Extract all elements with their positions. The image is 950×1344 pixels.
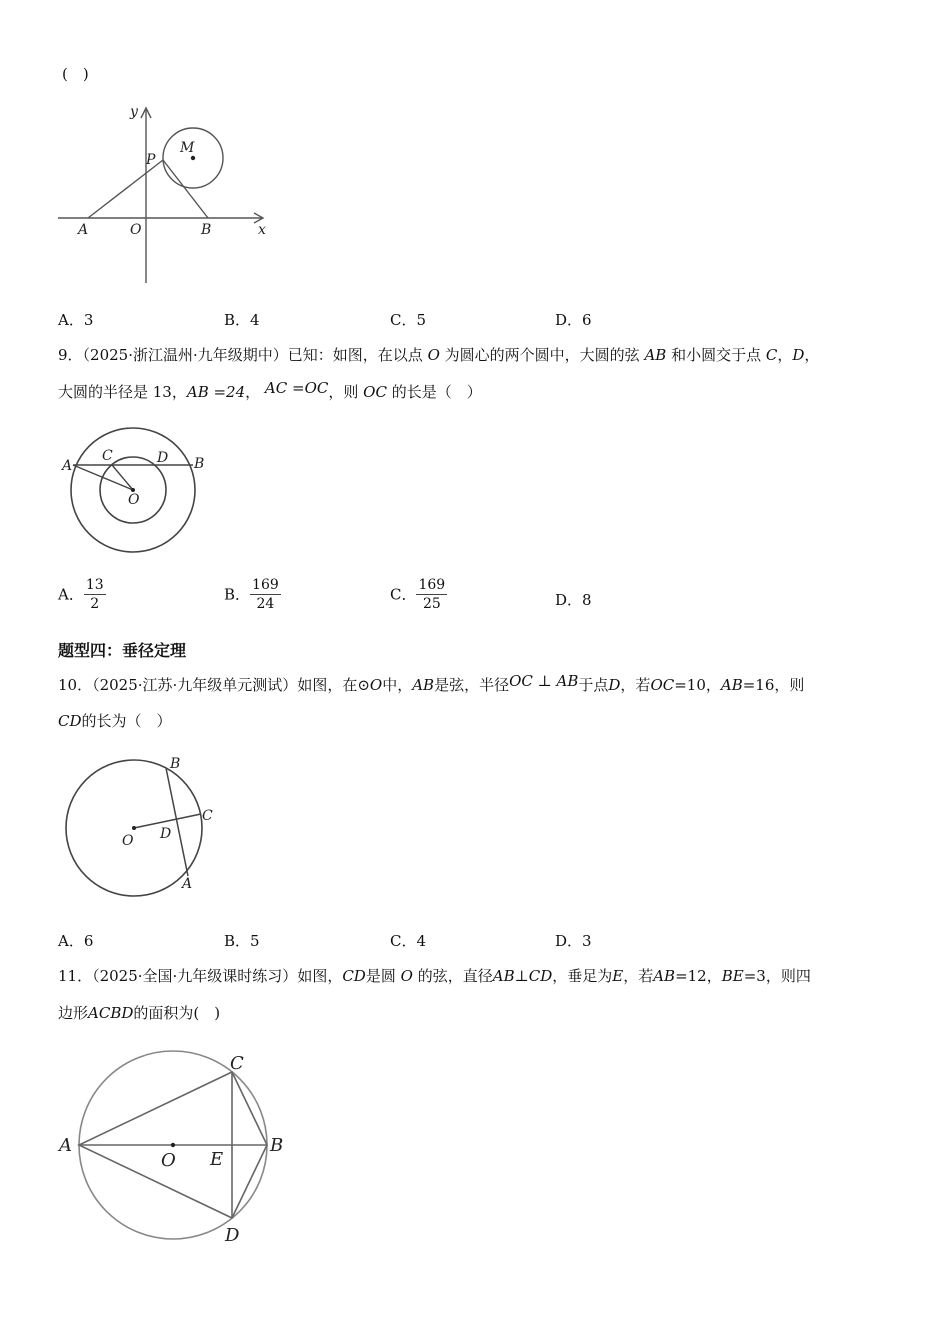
q11-var-cd: CD — [342, 967, 366, 985]
q10-var-oc: OC — [650, 676, 675, 694]
q9-option-c-label: C． — [390, 585, 417, 604]
q9-text-2c: 的长是（ ） — [391, 383, 482, 401]
q9-option-a-den: 2 — [90, 596, 100, 612]
q11-label-c: C — [230, 1053, 244, 1074]
q10-text-1f: =10， — [674, 676, 721, 694]
q8-label-b: B — [201, 222, 212, 238]
q9-text-2b: ，则 — [328, 383, 359, 401]
q8-label-x: x — [258, 222, 266, 238]
q9-option-a-label: A． — [58, 585, 84, 604]
q11-line1 — [58, 966, 811, 986]
q9-comma-1: ， — [777, 346, 793, 364]
q8-label-a: A — [78, 222, 89, 238]
q9-text-1b: 为圆心的两个圆中，大圆的弦 — [444, 346, 640, 364]
q9-line1 — [58, 345, 819, 365]
q9-var-oc: OC — [363, 383, 387, 401]
q10-source: （2025·江苏·九年级单元测试） — [92, 676, 298, 694]
q11-label-e: E — [210, 1149, 224, 1170]
q9-text-2a: 大圆的半径是 13， — [58, 383, 187, 401]
q11-label-a: A — [59, 1135, 72, 1156]
q11-figure — [55, 1045, 305, 1250]
q11-text-1d: ，垂足为 — [552, 967, 613, 985]
q10-text-1c: 是弦，半径 — [434, 676, 510, 694]
q10-text-1a: 如图，在⊙ — [297, 676, 370, 694]
q9-option-d: D．8 — [555, 591, 592, 609]
q9-var-ab: AB — [644, 346, 667, 364]
q9-option-c-fraction — [416, 576, 447, 613]
q9-label-a: A — [62, 458, 73, 474]
q9-eq-ab: AB =24 — [186, 383, 246, 401]
q11-var-acbd: ACBD — [88, 1004, 134, 1022]
q11-text-2b: 的面积为( ) — [133, 1004, 221, 1022]
section-heading: 题型四：垂径定理 — [58, 641, 187, 660]
q9-text-1a: 已知：如图，在以点 — [287, 346, 423, 364]
q9-option-c — [390, 576, 447, 613]
q10-label-d: D — [160, 826, 172, 842]
q9-option-b — [224, 576, 281, 613]
q11-label-o: O — [161, 1150, 176, 1171]
q9-var-o: O — [427, 346, 440, 364]
q10-text-1d: 于点 — [578, 676, 609, 694]
q8-label-p: P — [146, 152, 156, 168]
q9-var-c: C — [765, 346, 778, 364]
q9-line2: 大圆的半径是 13，AB =24， AC =OC，则 OC 的长是（ ） — [58, 379, 482, 401]
q9-option-c-den: 25 — [422, 596, 441, 612]
q11-perp: AB⊥CD — [492, 967, 553, 985]
q8-figure — [50, 98, 280, 288]
q10-label-a: A — [182, 876, 193, 892]
q9-label-d: D — [157, 450, 169, 466]
q8-label-o: O — [130, 222, 142, 238]
q11-var-o: O — [400, 967, 413, 985]
q8-option-c: C．5 — [390, 311, 427, 329]
q9-option-b-den: 24 — [256, 596, 275, 612]
q11-text-1f: =12， — [675, 967, 722, 985]
q10-var-o: O — [369, 676, 383, 694]
q9-eq-ac-oc: AC =OC — [264, 379, 329, 397]
q8-label-y: y — [130, 104, 138, 120]
q10-option-c: C．4 — [390, 932, 427, 950]
q10-option-d: D．3 — [555, 932, 592, 950]
q11-label-d: D — [225, 1225, 240, 1246]
q9-option-a-fraction — [84, 576, 106, 613]
q10-var-d: D — [608, 676, 621, 694]
q9-source: （2025·浙江温州·九年级期中） — [82, 346, 288, 364]
q9-option-a-num: 13 — [85, 577, 104, 593]
q9-comma-2: ， — [804, 346, 820, 364]
q8-option-a: A．3 — [58, 311, 94, 329]
q10-text-2: 的长为（ ） — [81, 712, 172, 730]
q10-text-1e: ，若 — [620, 676, 651, 694]
q9-label-c: C — [102, 448, 113, 464]
q10-option-b: B．5 — [224, 932, 260, 950]
q11-text-2a: 边形 — [58, 1004, 89, 1022]
q11-number: 11． — [58, 967, 93, 985]
q9-figure — [56, 420, 216, 560]
q9-option-b-fraction — [250, 576, 281, 613]
q9-label-o: O — [128, 492, 140, 508]
q8-option-b: B．4 — [224, 311, 260, 329]
q9-option-c-num: 169 — [418, 577, 446, 593]
q11-label-b: B — [270, 1135, 284, 1156]
q9-option-b-label: B． — [224, 585, 251, 604]
q11-var-ab: AB — [653, 967, 676, 985]
q11-text-1g: =3，则四 — [743, 967, 811, 985]
q10-perp: OC ⊥ AB — [509, 672, 579, 690]
q10-label-o: O — [122, 833, 134, 849]
q9-number: 9． — [58, 346, 83, 364]
q9-text-1c: 和小圆交于点 — [671, 346, 762, 364]
q10-var-ab: AB — [412, 676, 435, 694]
q10-option-a: A．6 — [58, 932, 94, 950]
q10-label-b: B — [170, 756, 181, 772]
q11-text-1c: 的弦，直径 — [417, 967, 493, 985]
q9-label-b: B — [194, 456, 205, 472]
q10-text-1g: =16，则 — [742, 676, 805, 694]
q10-var-ab-2: AB — [720, 676, 743, 694]
q10-text-1b: 中， — [382, 676, 413, 694]
q11-var-e: E — [612, 967, 624, 985]
q10-line2 — [58, 711, 172, 731]
q11-line2 — [58, 1003, 220, 1023]
q11-text-1a: 如图， — [297, 967, 343, 985]
q10-var-cd: CD — [58, 712, 82, 730]
q8-option-d: D．6 — [555, 311, 592, 329]
q10-figure — [56, 748, 226, 898]
q10-number: 10． — [58, 676, 93, 694]
q10-label-c: C — [202, 808, 213, 824]
q8-bracket: ( ) — [62, 65, 89, 83]
q9-var-d: D — [792, 346, 805, 364]
q11-var-be: BE — [721, 967, 744, 985]
q11-source: （2025·全国·九年级课时练习） — [92, 967, 298, 985]
q11-text-1e: ，若 — [623, 967, 654, 985]
q9-option-b-num: 169 — [252, 577, 279, 593]
q9-option-a — [58, 576, 106, 613]
q11-text-1b: 是圆 — [365, 967, 396, 985]
q8-label-m: M — [180, 140, 195, 156]
q10-line1 — [58, 672, 805, 695]
